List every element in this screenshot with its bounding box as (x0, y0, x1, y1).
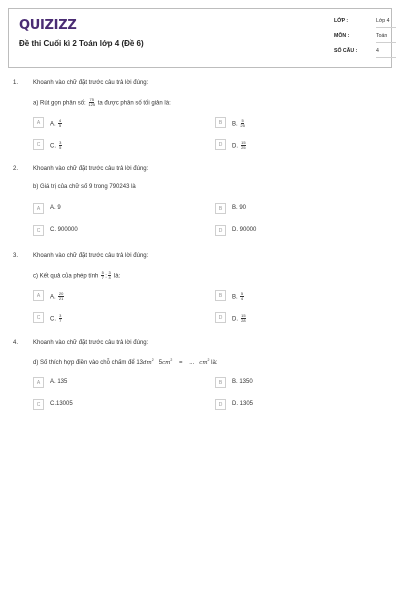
option-text: C. 900000 (50, 227, 78, 233)
quizizz-logo: QUIZIZZ (19, 18, 77, 33)
question-instruction: Khoanh vào chữ đặt trước câu trả lời đúng: (33, 253, 149, 259)
option-text: A. 9 (50, 205, 61, 211)
option-letter-box: D (215, 399, 226, 410)
question-text: b) Giá trị của chữ số 9 trong 790243 là (33, 184, 136, 190)
fraction: $\frac{3}{4}$ (108, 270, 111, 281)
option-text: D. 1305 (232, 401, 254, 407)
option-letter-box: D (215, 225, 226, 236)
option-letter-box: C (33, 312, 44, 323)
worksheet-header (8, 8, 392, 68)
option-letter-box: C (33, 225, 44, 236)
question-text: a) Rút gọn phân số: $\frac{75}{125}$ ta được phân số tối giản là: (33, 97, 171, 108)
question-text: d) Số thích hợp điền vào chỗ chấm để $13dm^2$ $5cm^2$ = ... $cm^2$ là: (33, 358, 218, 366)
question-instruction: Khoanh vào chữ đặt trước câu trả lời đúng: (33, 340, 149, 346)
meta-label: MÔN : (334, 33, 350, 39)
option-text: B. 1350 (232, 379, 253, 385)
question-instruction: Khoanh vào chữ đặt trước câu trả lời đúng: (33, 80, 149, 86)
option-letter-box: A (33, 377, 44, 388)
meta-label: LỚP : (334, 18, 349, 24)
question-number: 3. (13, 253, 19, 259)
option-text: C.13005 (50, 401, 73, 407)
option-letter-box: C (33, 399, 44, 410)
meta-row-subject (334, 33, 394, 48)
meta-label: SỐ CÂU : (334, 48, 358, 54)
meta-value: Lớp 4 (376, 18, 396, 28)
option-letter-box: A (33, 117, 44, 128)
option-text: D. 90000 (232, 227, 257, 233)
meta-row-count (334, 48, 394, 63)
meta-fields (334, 18, 394, 63)
option-letter-box: B (215, 117, 226, 128)
option-letter-box: B (215, 203, 226, 214)
option-letter-box: A (33, 290, 44, 301)
meta-value: Toán (376, 33, 396, 43)
option-text: B. 90 (232, 205, 247, 211)
question-number: 2. (13, 166, 19, 172)
meta-value: 4 (376, 48, 396, 58)
option-letter-box: B (215, 377, 226, 388)
fraction: $\frac{5}{7}$ (101, 270, 104, 281)
option-letter-box: C (33, 139, 44, 150)
option-letter-box: A (33, 203, 44, 214)
question-number: 4. (13, 340, 19, 346)
option-letter-box: D (215, 312, 226, 323)
option-letter-box: B (215, 290, 226, 301)
meta-row-class (334, 18, 394, 33)
question-number: 1. (13, 80, 19, 86)
worksheet-page: QUIZIZZ Đề thi Cuối kì 2 Toán lớp 4 (Đề 6) LỚP : Lớp 4 MÔN : Toán SỐ CÂU : 4 1. Khoanh vào chữ đặt trước câu trả lời đúng: a) Rút gọn phân số: $\frac{75}{125}$ ta được phân số tối giản là: A A. $\frac{4}{5}$ B B. $\frac{5}{25}$ C C. $\frac{3}{5}$ D D. $\frac{15}{25}$ 2. Khoanh vào chữ đặt trước câu trả lời đúng: b) Giá trị của chữ số 9 trong 790243 là A A. 9 B B. 90 C C. 900000 D D. 90000 3. Khoanh vào chữ đặt trước câu trả lời đúng: c) Kết quả của phép tính $\frac{5}{7}$ : $\frac{3}{4}$ là: A A. $\frac{20}{21}$ B B. $\frac{5}{4}$ C C. $\frac{3}{7}$ D D. $\frac{15}{28}$ 4. Khoanh vào chữ đặt trước câu trả lời đúng: d) Số thích hợp điền vào chỗ chấm để $13dm^2$ $5cm^2$ = ... $cm^2$ là: A A. 135 B B. 1350 C C.13005 D D. 1305 (0, 0, 400, 600)
option-text: A. 135 (50, 379, 68, 385)
option-letter-box: D (215, 139, 226, 150)
question-instruction: Khoanh vào chữ đặt trước câu trả lời đúng: (33, 166, 149, 172)
fraction: $\frac{75}{125}$ (88, 97, 96, 108)
question-text: c) Kết quả của phép tính $\frac{5}{7}$ : $\frac{3}{4}$ là: (33, 270, 121, 281)
page-title: Đề thi Cuối kì 2 Toán lớp 4 (Đề 6) (19, 39, 144, 48)
